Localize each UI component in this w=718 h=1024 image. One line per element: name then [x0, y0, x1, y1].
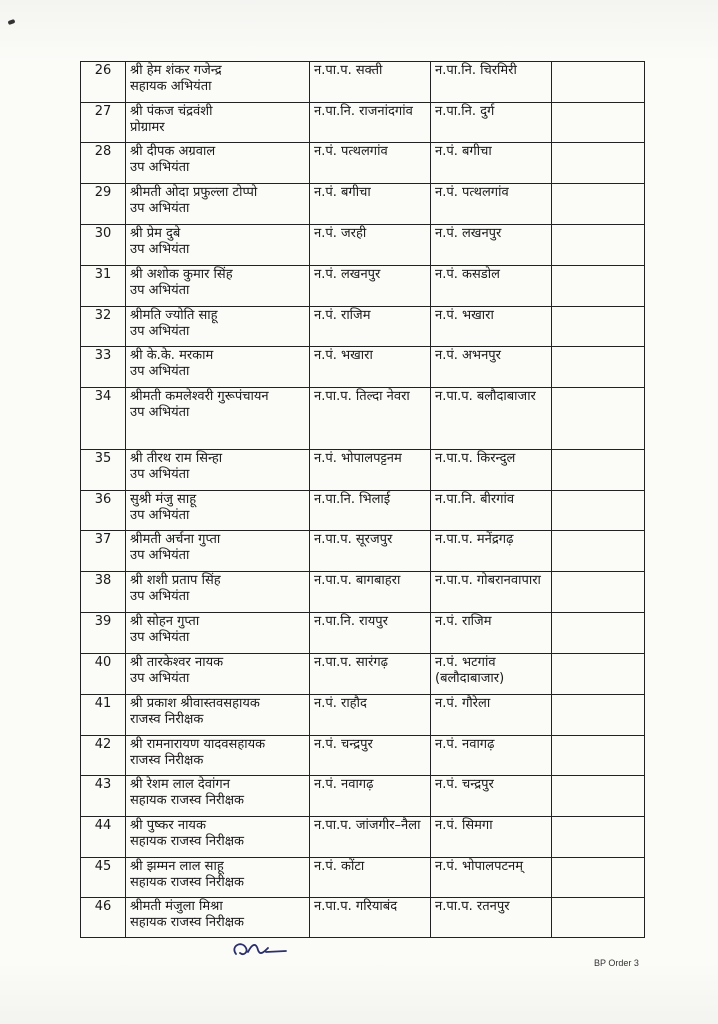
serial-number-cell [81, 103, 126, 143]
new-posting: न.पा.प. रतनपुर [435, 899, 510, 914]
new-posting: न.पा.प. गोबरानवापारा [435, 573, 541, 588]
current-posting-cell [310, 858, 431, 898]
current-posting-cell [310, 654, 431, 695]
table-row [81, 225, 645, 266]
serial-number: 30 [94, 226, 112, 241]
employee-name: श्री प्रकाश श्रीवास्तवसहायक [130, 696, 260, 711]
table-row [81, 858, 645, 898]
new-posting: न.पं. अभनपुर [435, 348, 501, 363]
current-posting: न.पं. भोपालपट्टनम [314, 451, 402, 466]
transfer-table [80, 61, 645, 938]
remarks-cell [552, 858, 645, 898]
remarks-cell [552, 103, 645, 143]
employee-name: श्री पुष्कर नायक [130, 818, 206, 833]
new-posting: न.पं. बगीचा [435, 144, 492, 159]
employee-post: उप अभियंता [130, 548, 190, 563]
remarks-cell [552, 266, 645, 307]
current-posting: न.पा.प. गरियाबंद [314, 899, 398, 914]
new-posting-cell [431, 347, 552, 388]
new-posting-cell [431, 654, 552, 695]
name-cell [126, 613, 310, 654]
remarks-cell [552, 347, 645, 388]
employee-post: उप अभियंता [130, 405, 190, 420]
current-posting-cell [310, 898, 431, 938]
employee-name: श्री शशी प्रताप सिंह [130, 573, 221, 588]
table-row [81, 817, 645, 858]
name-cell [126, 347, 310, 388]
current-posting: न.पा.प. तिल्दा नेवरा [314, 389, 410, 404]
table-row [81, 531, 645, 572]
serial-number: 43 [94, 777, 112, 792]
table-row [81, 347, 645, 388]
table-row [81, 184, 645, 225]
current-posting-cell [310, 184, 431, 225]
employee-post: उप अभियंता [130, 589, 190, 604]
remarks-cell [552, 531, 645, 572]
current-posting: न.पा.नि. राजनांदगांव [314, 104, 413, 119]
current-posting-cell [310, 817, 431, 858]
serial-number: 32 [94, 308, 112, 323]
new-posting-cell [431, 103, 552, 143]
current-posting-cell [310, 62, 431, 103]
serial-number-cell [81, 62, 126, 103]
table-row [81, 62, 645, 103]
employee-name: श्री रामनारायण यादवसहायक [130, 737, 266, 752]
name-cell [126, 62, 310, 103]
serial-number-cell [81, 572, 126, 613]
new-posting: न.पं. सिमगा [435, 818, 493, 833]
name-cell [126, 776, 310, 817]
serial-number: 45 [94, 859, 112, 874]
new-posting-cell [431, 491, 552, 531]
name-cell [126, 858, 310, 898]
new-posting: न.पं. भोपालपटनम् [435, 859, 523, 874]
employee-post: सहायक राजस्व निरीक्षक [130, 875, 245, 890]
employee-post: उप अभियंता [130, 467, 190, 482]
employee-post: उप अभियंता [130, 671, 190, 686]
serial-number-cell [81, 347, 126, 388]
table-row [81, 388, 645, 450]
serial-number: 36 [94, 492, 112, 507]
new-posting-cell [431, 307, 552, 347]
current-posting-cell [310, 450, 431, 491]
employee-post: सहायक राजस्व निरीक्षक [130, 915, 245, 930]
table-row [81, 695, 645, 736]
employee-post: उप अभियंता [130, 630, 190, 645]
table-row [81, 736, 645, 776]
name-cell [126, 898, 310, 938]
signature-mark [228, 934, 288, 960]
employee-name: श्री पंकज चंद्रवंशी [130, 104, 213, 119]
serial-number: 41 [94, 696, 112, 711]
employee-name: श्री अशोक कुमार सिंह [130, 267, 233, 282]
serial-number: 39 [94, 614, 112, 629]
table-row [81, 143, 645, 184]
serial-number: 46 [94, 899, 112, 914]
remarks-cell [552, 491, 645, 531]
employee-post: राजस्व निरीक्षक [130, 753, 204, 768]
employee-name: श्री हेम शंकर गजेन्द्र [130, 63, 222, 78]
current-posting: न.पं. बगीचा [314, 185, 371, 200]
serial-number-cell [81, 225, 126, 266]
current-posting: न.पं. राजिम [314, 308, 371, 323]
name-cell [126, 388, 310, 450]
remarks-cell [552, 654, 645, 695]
remarks-cell [552, 572, 645, 613]
new-posting-cell [431, 817, 552, 858]
remarks-cell [552, 388, 645, 450]
remarks-cell [552, 62, 645, 103]
employee-post: उप अभियंता [130, 324, 190, 339]
remarks-cell [552, 225, 645, 266]
name-cell [126, 103, 310, 143]
current-posting: न.पं. राहौद [314, 696, 367, 711]
current-posting-cell [310, 388, 431, 450]
current-posting: न.पं. लखनपुर [314, 267, 381, 282]
new-posting: न.पं. कसडोल [435, 267, 500, 282]
serial-number-cell [81, 184, 126, 225]
new-posting-cell [431, 225, 552, 266]
current-posting-cell [310, 225, 431, 266]
current-posting: न.पा.प. बागबाहरा [314, 573, 401, 588]
name-cell [126, 184, 310, 225]
new-posting: न.पा.प. मनेंद्रगढ़ [435, 532, 514, 547]
serial-number: 35 [94, 451, 112, 466]
employee-name: श्री तारकेश्वर नायक [130, 655, 224, 670]
new-posting: न.पं. भखारा [435, 308, 494, 323]
serial-number-cell [81, 654, 126, 695]
current-posting: न.पं. नवागढ़ [314, 777, 374, 792]
new-posting-cell [431, 450, 552, 491]
current-posting-cell [310, 572, 431, 613]
current-posting-cell [310, 531, 431, 572]
serial-number-cell [81, 776, 126, 817]
table-row [81, 103, 645, 143]
current-posting-cell [310, 736, 431, 776]
employee-post: उप अभियंता [130, 160, 190, 175]
table-row [81, 654, 645, 695]
serial-number: 31 [94, 267, 112, 282]
serial-number: 28 [94, 144, 112, 159]
employee-name: श्री सोहन गुप्ता [130, 614, 200, 629]
serial-number-cell [81, 307, 126, 347]
serial-number: 42 [94, 737, 112, 752]
remarks-cell [552, 776, 645, 817]
current-posting-cell [310, 776, 431, 817]
remarks-cell [552, 695, 645, 736]
new-posting-cell [431, 572, 552, 613]
new-posting-cell [431, 736, 552, 776]
serial-number: 40 [94, 655, 112, 670]
current-posting: न.पा.प. सारंगढ़ [314, 655, 388, 670]
serial-number-cell [81, 143, 126, 184]
name-cell [126, 143, 310, 184]
current-posting-cell [310, 491, 431, 531]
new-posting-cell [431, 143, 552, 184]
employee-post: प्रोग्रामर [130, 120, 165, 135]
employee-post: सहायक राजस्व निरीक्षक [130, 793, 245, 808]
employee-name: सुश्री मंजु साहू [130, 492, 197, 507]
new-posting-cell [431, 613, 552, 654]
current-posting: न.पा.प. जांजगीर–नैला [314, 818, 421, 833]
employee-post: उप अभियंता [130, 201, 190, 216]
table-row [81, 307, 645, 347]
table-row [81, 613, 645, 654]
current-posting-cell [310, 695, 431, 736]
remarks-cell [552, 736, 645, 776]
new-posting-cell [431, 62, 552, 103]
employee-post: उप अभियंता [130, 364, 190, 379]
current-posting-cell [310, 143, 431, 184]
employee-name: श्री रेशम लाल देवांगन [130, 777, 230, 792]
current-posting: न.पा.नि. रायपुर [314, 614, 389, 629]
new-posting-cell [431, 695, 552, 736]
name-cell [126, 572, 310, 613]
serial-number-cell [81, 613, 126, 654]
new-posting: न.पं. नवागढ़ [435, 737, 495, 752]
table-row [81, 898, 645, 938]
new-posting-cell [431, 776, 552, 817]
current-posting: न.पं. जरही [314, 226, 367, 241]
new-posting: न.पा.प. बलौदाबाजार [435, 389, 536, 404]
employee-post: उप अभियंता [130, 508, 190, 523]
employee-post: उप अभियंता [130, 242, 190, 257]
new-posting: न.पं. लखनपुर [435, 226, 502, 241]
employee-name: श्रीमति ज्योति साहू [130, 308, 218, 323]
remarks-cell [552, 613, 645, 654]
serial-number-cell [81, 695, 126, 736]
current-posting: न.पा.नि. भिलाई [314, 492, 391, 507]
employee-name: श्री तीरथ राम सिन्हा [130, 451, 223, 466]
current-posting-cell [310, 307, 431, 347]
new-posting: न.पा.नि. दुर्ग [435, 104, 495, 119]
name-cell [126, 307, 310, 347]
remarks-cell [552, 817, 645, 858]
employee-name: श्रीमती ओदा प्रफुल्ला टोप्पो [130, 185, 258, 200]
table-row [81, 266, 645, 307]
current-posting: न.पा.प. सूरजपुर [314, 532, 393, 547]
name-cell [126, 817, 310, 858]
table-row [81, 450, 645, 491]
serial-number: 33 [94, 348, 112, 363]
current-posting-cell [310, 613, 431, 654]
employee-name: श्री प्रेम दुबे [130, 226, 181, 241]
employee-name: श्री के.के. मरकाम [130, 348, 214, 363]
name-cell [126, 531, 310, 572]
new-posting-cell [431, 184, 552, 225]
current-posting-cell [310, 103, 431, 143]
current-posting: न.पं. भखारा [314, 348, 373, 363]
employee-post: सहायक राजस्व निरीक्षक [130, 834, 245, 849]
remarks-cell [552, 898, 645, 938]
serial-number-cell [81, 858, 126, 898]
serial-number: 29 [94, 185, 112, 200]
employee-name: श्रीमती कमलेश्वरी गुरूपंचायन [130, 389, 269, 404]
current-posting-cell [310, 347, 431, 388]
new-posting: न.पा.नि. चिरमिरी [435, 63, 517, 78]
serial-number-cell [81, 817, 126, 858]
serial-number-cell [81, 898, 126, 938]
new-posting: न.पं. पत्थलगांव [435, 185, 509, 200]
employee-post: सहायक अभियंता [130, 79, 212, 94]
serial-number: 38 [94, 573, 112, 588]
employee-name: श्री झम्मन लाल साहू [130, 859, 224, 874]
current-posting: न.पं. कोंटा [314, 859, 365, 874]
new-posting-cell [431, 858, 552, 898]
remarks-cell [552, 450, 645, 491]
remarks-cell [552, 184, 645, 225]
new-posting: न.पं. चन्द्रपुर [435, 777, 494, 792]
employee-post: राजस्व निरीक्षक [130, 712, 204, 727]
new-posting: न.पं. राजिम [435, 614, 492, 629]
table-row [81, 572, 645, 613]
table-row [81, 491, 645, 531]
serial-number: 34 [94, 389, 112, 404]
name-cell [126, 736, 310, 776]
remarks-cell [552, 307, 645, 347]
new-posting-cell [431, 266, 552, 307]
serial-number: 44 [94, 818, 112, 833]
serial-number: 27 [94, 104, 112, 119]
serial-number-cell [81, 266, 126, 307]
name-cell [126, 225, 310, 266]
serial-number-cell [81, 531, 126, 572]
current-posting: न.पं. चन्द्रपुर [314, 737, 373, 752]
serial-number-cell [81, 450, 126, 491]
name-cell [126, 450, 310, 491]
current-posting: न.पा.प. सक्ती [314, 63, 383, 78]
current-posting: न.पं. पत्थलगांव [314, 144, 388, 159]
serial-number: 26 [94, 63, 112, 78]
serial-number: 37 [94, 532, 112, 547]
new-posting-cell [431, 531, 552, 572]
name-cell [126, 266, 310, 307]
new-posting-cell [431, 388, 552, 450]
new-posting: न.पं. भटगांव (बलौदाबाजार) [435, 655, 505, 686]
new-posting: न.पा.नि. बीरगांव [435, 492, 515, 507]
employee-name: श्री दीपक अग्रवाल [130, 144, 216, 159]
serial-number-cell [81, 388, 126, 450]
remarks-cell [552, 143, 645, 184]
new-posting: न.पं. गौरेला [435, 696, 491, 711]
table-row [81, 776, 645, 817]
employee-name: श्रीमती अर्चना गुप्ता [130, 532, 221, 547]
name-cell [126, 695, 310, 736]
name-cell [126, 491, 310, 531]
serial-number-cell [81, 491, 126, 531]
new-posting-cell [431, 898, 552, 938]
current-posting-cell [310, 266, 431, 307]
name-cell [126, 654, 310, 695]
transfer-table-body [81, 62, 645, 938]
employee-post: उप अभियंता [130, 283, 190, 298]
serial-number-cell [81, 736, 126, 776]
new-posting: न.पा.प. किरन्दुल [435, 451, 516, 466]
employee-name: श्रीमती मंजुला मिश्रा [130, 899, 223, 914]
footer-page-label: BP Order 3 [594, 958, 639, 968]
